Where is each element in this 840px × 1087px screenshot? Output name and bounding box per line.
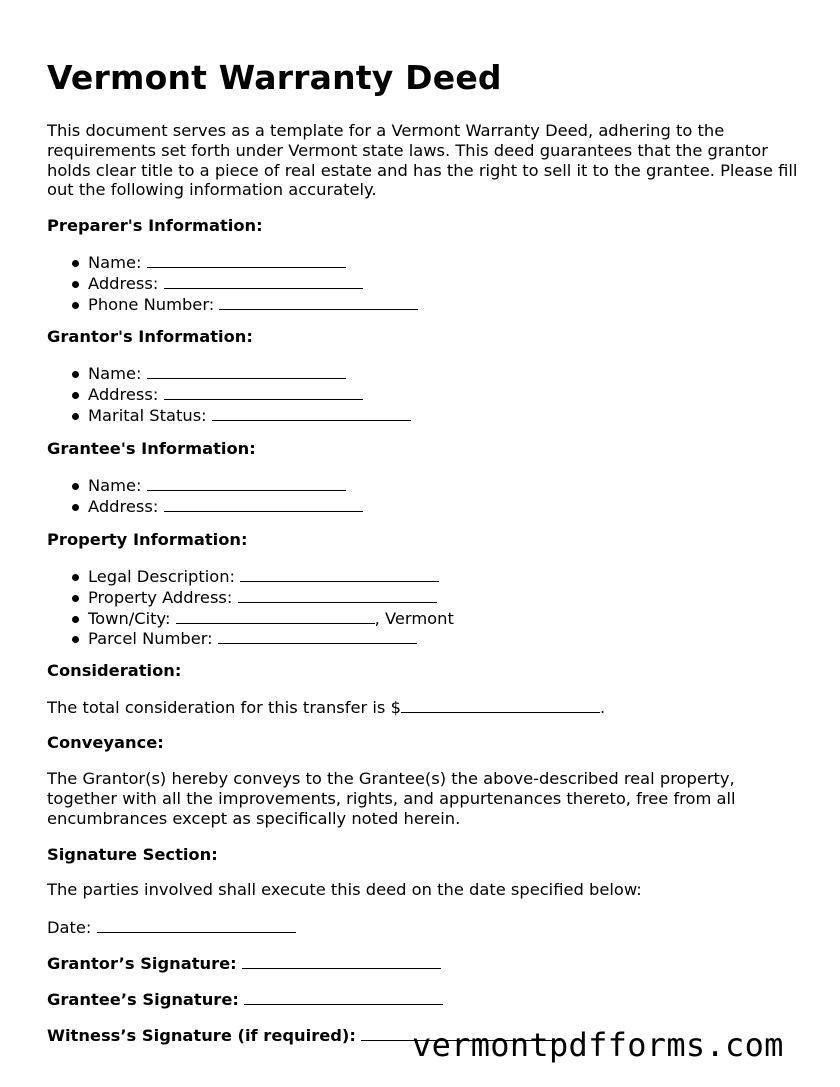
town-city-field[interactable]: Town/City: , Vermont [47, 608, 454, 629]
conveyance-heading: Conveyance: [47, 733, 164, 752]
grantee-address-field[interactable]: Address: [47, 496, 363, 517]
blank-line[interactable] [240, 566, 439, 582]
date-field[interactable]: Date: [47, 917, 296, 937]
grantor-address-field[interactable]: Address: [47, 384, 411, 405]
grantor-name-field[interactable]: Name: [47, 363, 411, 384]
blank-line[interactable] [212, 405, 411, 421]
grantor-heading: Grantor's Information: [47, 327, 253, 346]
grantee-heading: Grantee's Information: [47, 439, 256, 458]
consideration-text: The total consideration for this transfer is $ . [47, 698, 606, 717]
preparer-name-field[interactable]: Name: [47, 252, 418, 273]
blank-line[interactable] [147, 363, 346, 379]
grantee-fields [47, 475, 363, 517]
consideration-amount-blank[interactable] [401, 697, 600, 713]
blank-line[interactable] [244, 989, 443, 1005]
signature-heading: Signature Section: [47, 845, 218, 864]
intro-paragraph: This document serves as a template for a Vermont Warranty Deed, adhering to the requirements set forth under Vermont state laws. This deed guarantees that the grantor holds clear title to a piece of real estate and has the right to sell it to the grantee. Please fill out the following information accurately. [47, 121, 798, 200]
parcel-number-field[interactable]: Parcel Number: [47, 628, 454, 649]
watermark: vermontpdfforms.com [412, 1026, 784, 1064]
property-address-field[interactable]: Property Address: [47, 587, 454, 608]
preparer-fields [47, 252, 418, 314]
blank-line[interactable] [164, 273, 363, 289]
blank-line[interactable] [242, 953, 441, 969]
blank-line[interactable] [147, 252, 346, 268]
blank-line[interactable] [147, 475, 346, 491]
blank-line[interactable] [176, 608, 375, 624]
signature-instructions: The parties involved shall execute this deed on the date specified below: [47, 880, 642, 899]
property-fields [47, 566, 454, 649]
page-title: Vermont Warranty Deed [47, 58, 502, 97]
blank-line[interactable] [164, 496, 363, 512]
grantor-fields [47, 363, 411, 425]
witness-signature-field[interactable]: Witness’s Signature (if required): [47, 1025, 560, 1045]
grantor-marital-status-field[interactable]: Marital Status: [47, 405, 411, 426]
blank-line[interactable] [218, 628, 417, 644]
conveyance-text: The Grantor(s) hereby conveys to the Grantee(s) the above-described real property, together with all the improvements, rights, and appurtenances thereto, free from all encumbrances except as specifically noted herein. [47, 769, 736, 828]
preparer-heading: Preparer's Information: [47, 216, 263, 235]
grantee-signature-field[interactable]: Grantee’s Signature: [47, 989, 443, 1009]
blank-line[interactable] [97, 917, 296, 933]
legal-description-field[interactable]: Legal Description: [47, 566, 454, 587]
blank-line[interactable] [164, 384, 363, 400]
property-heading: Property Information: [47, 530, 248, 549]
preparer-phone-field[interactable]: Phone Number: [47, 294, 418, 315]
consideration-heading: Consideration: [47, 661, 182, 680]
grantee-name-field[interactable]: Name: [47, 475, 363, 496]
grantor-signature-field[interactable]: Grantor’s Signature: [47, 953, 441, 973]
preparer-address-field[interactable]: Address: [47, 273, 418, 294]
blank-line[interactable] [219, 294, 418, 310]
blank-line[interactable] [238, 587, 437, 603]
